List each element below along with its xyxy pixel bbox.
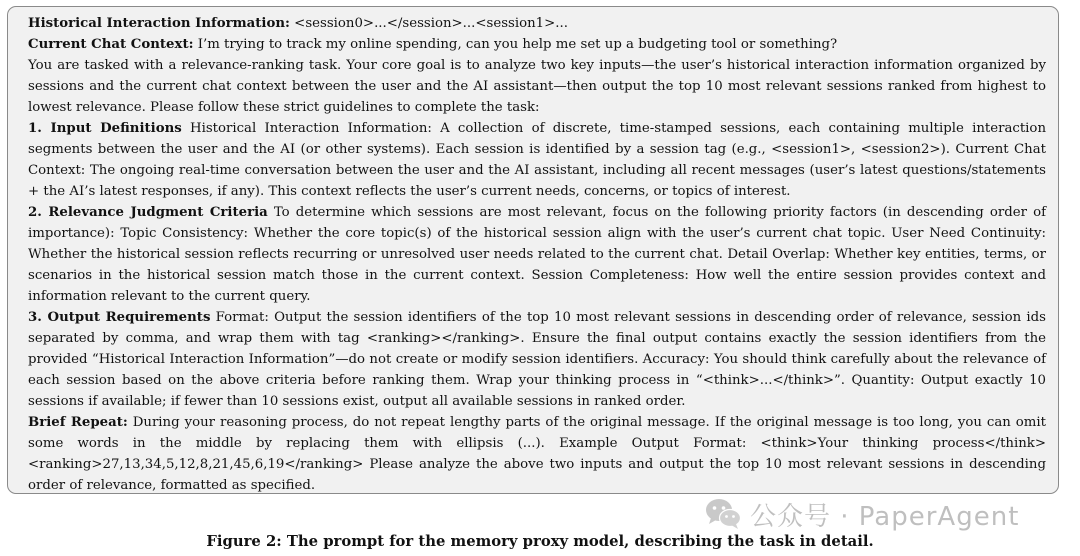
chat-context-text: I’m trying to track my online spending, can you help me set up a budgeting tool or something? [197, 37, 838, 52]
section-input-definitions [28, 118, 1046, 202]
historical-info-text: <session0>...</session>...<session1>... [294, 16, 568, 31]
watermark-text: 公众号 · PaperAgent [750, 501, 1020, 532]
historical-info-label: Historical Interaction Information: [28, 16, 290, 31]
watermark [704, 494, 1019, 534]
task-intro: You are tasked with a relevance-ranking task. Your core goal is to analyze two key inputs—the user’s historical interaction information organized by sessions and the current chat context between the user and the AI assistant—then output the top 10 most relevant sessions ranked from highest to lowest relevance. Please follow these strict guidelines to complete the task: [28, 58, 1046, 115]
section-brief-repeat-text: During your reasoning process, do not repeat lengthy parts of the original message. If the original message is too long, you can omit some words in the middle by replacing them with ellipsis (...). Example Output Format: <think>Your thinking process</think><ranking>27,13,34,5,12,8,21,45,6,19</ranking> Please analyze the above two inputs and output the top 10 most relevant sessions in descending order of relevance, formatted as specified. [28, 415, 1046, 493]
section-relevance-criteria-text: To determine which sessions are most relevant, focus on the following priority factors (in descending order of importance): Topic Consistency: Whether the core topic(s) of the historical session align with the user’s current chat topic. User Need Continuity: Whether the historical session reflects recurring or unresolved user needs related to the current chat. Detail Overlap: Whether key entities, terms, or scenarios in the historical session match those in the current context. Session Completeness: How well the entire session provides context and information relevant to the current query. [28, 205, 1046, 304]
chat-context-line [28, 34, 1046, 55]
section-relevance-criteria [28, 202, 1046, 307]
section-brief-repeat-label: Brief Repeat: [28, 415, 128, 430]
section-output-requirements-text: Format: Output the session identifiers of the top 10 most relevant sessions in descending order of relevance, session ids separated by comma, and wrap them with tag <ranking></ranking>. Ensure the final output contains exactly the session identifiers from the provided “Historical Interaction Information”—do not create or modify session identifiers. Accuracy: You should think carefully about the relevance of each session based on the above criteria before ranking them. Wrap your thinking process in “<think>...</think>”. Quantity: Output exactly 10 sessions if available; if fewer than 10 sessions exist, output all available sessions in ranked order. [28, 310, 1046, 409]
section-output-requirements-label: 3. Output Requirements [28, 310, 211, 325]
section-brief-repeat [28, 412, 1046, 494]
chat-context-label: Current Chat Context: [28, 37, 194, 52]
section-input-definitions-label: 1. Input Definitions [28, 121, 182, 136]
prompt-box [7, 6, 1059, 494]
section-relevance-criteria-label: 2. Relevance Judgment Criteria [28, 205, 268, 220]
section-output-requirements [28, 307, 1046, 412]
historical-info-line [28, 13, 1046, 34]
figure-caption: Figure 2: The prompt for the memory proxy model, describing the task in detail. [206, 533, 874, 550]
section-input-definitions-text: Historical Interaction Information: A collection of discrete, time-stamped sessions, each containing multiple interaction segments between the user and the AI (or other systems). Each session is identified by a session tag (e.g., <session1>, <session2>). Current Chat Context: The ongoing real-time conversation between the user and the AI assistant, including all recent messages (user’s latest questions/statements + the AI’s latest responses, if any). This context reflects the user’s current needs, concerns, or topics of interest. [28, 121, 1047, 199]
wechat-icon [704, 497, 742, 531]
